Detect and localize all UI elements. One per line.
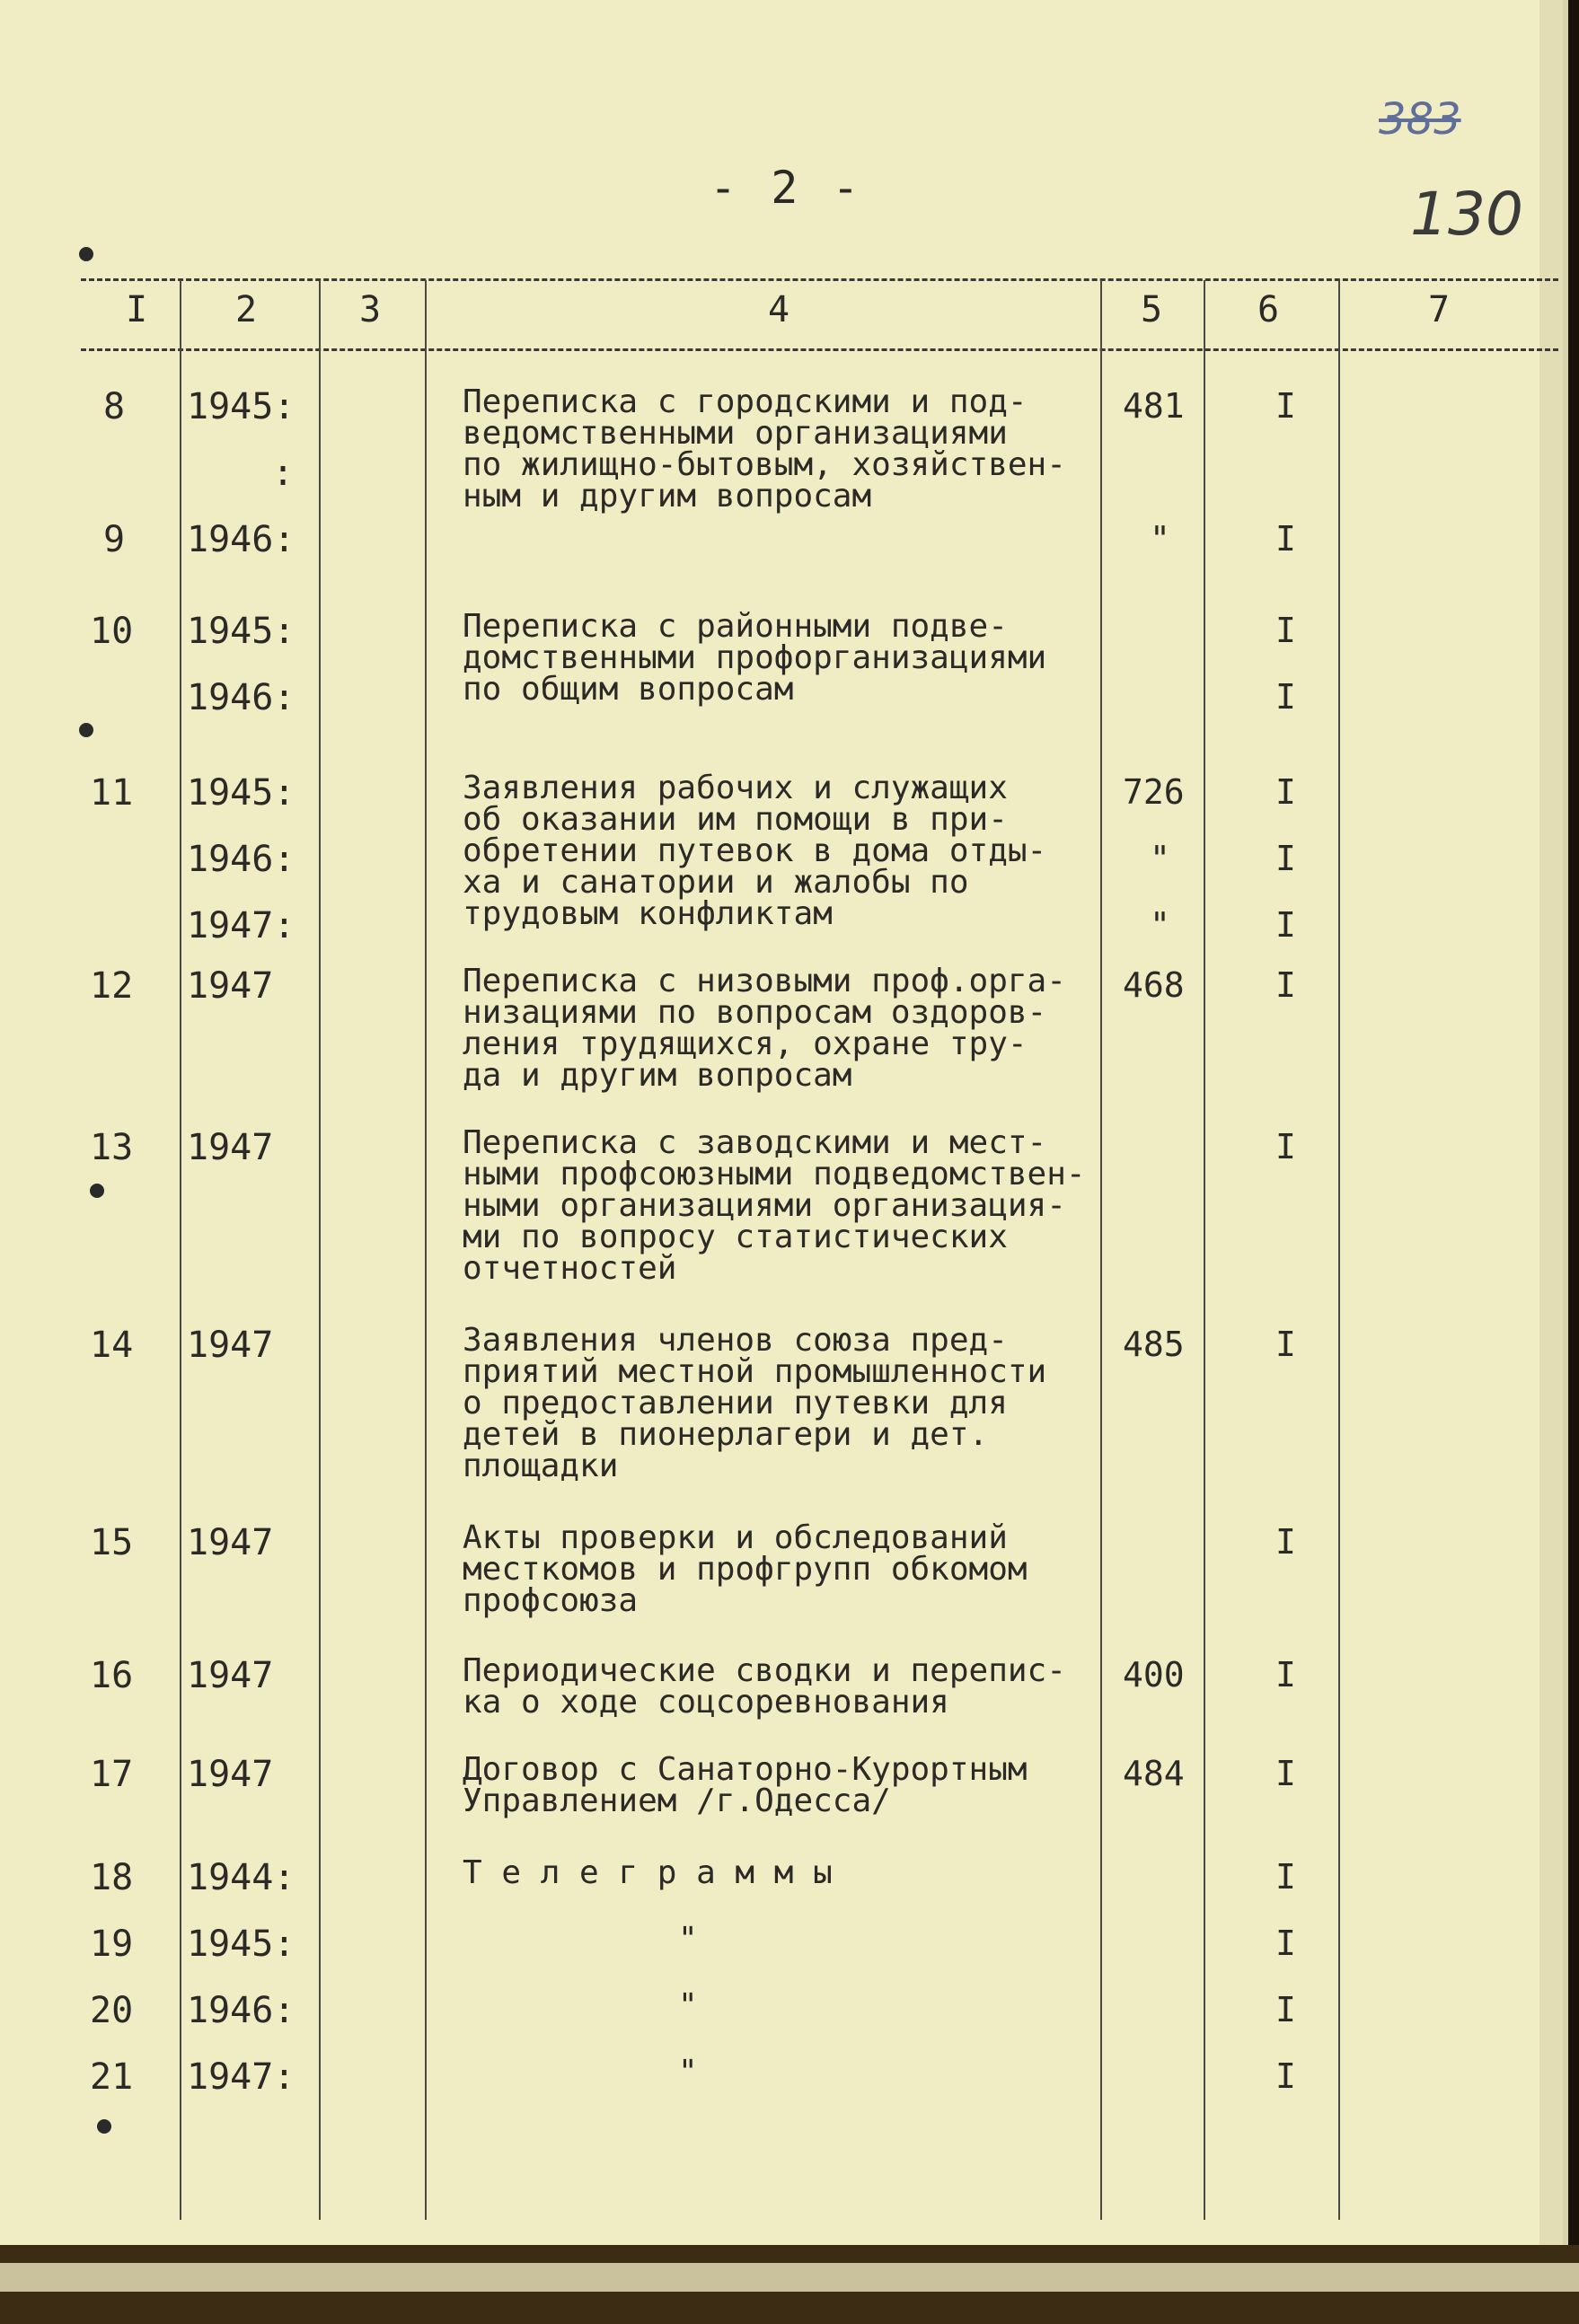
row-years bbox=[187, 386, 295, 585]
row-sheets bbox=[1123, 1325, 1185, 1391]
row-storage bbox=[1275, 1127, 1296, 1193]
storage-cell: I bbox=[1275, 2056, 1296, 2096]
row-description: Договор с Санаторно-Курортным Управлением /г.Одесса/ bbox=[463, 1751, 1028, 1819]
sheets-cell: 484 bbox=[1123, 1754, 1185, 1793]
year-cell: 1946: bbox=[187, 519, 296, 560]
storage-cell: I bbox=[1275, 1754, 1296, 1793]
sheets-cell: 400 bbox=[1123, 1655, 1185, 1695]
column-divider bbox=[319, 280, 321, 2220]
year-cell: 1947 bbox=[187, 1325, 274, 1366]
row-description: Переписка с заводскими и мест- ными профсоюзными подведомствен- ными организациями организация- ми по вопросу статистических отчетностей bbox=[463, 1124, 1086, 1287]
column-header-2: 2 bbox=[235, 289, 258, 330]
row-number: 16 bbox=[90, 1655, 134, 1696]
row-number: 14 bbox=[90, 1325, 134, 1366]
row-number: 15 bbox=[90, 1522, 134, 1563]
sheets-cell: " bbox=[1150, 519, 1170, 559]
storage-cell: I bbox=[1275, 839, 1296, 878]
table-top-rule bbox=[81, 278, 1558, 281]
column-header-6: 6 bbox=[1257, 289, 1280, 330]
punch-hole bbox=[79, 723, 93, 737]
row-number: 12 bbox=[90, 965, 134, 1007]
column-header-7: 7 bbox=[1428, 289, 1451, 330]
year-cell: 1946: bbox=[187, 839, 296, 880]
punch-hole bbox=[90, 1184, 104, 1198]
year-cell: 1945: bbox=[187, 772, 296, 814]
row-years bbox=[187, 1127, 273, 1193]
storage-cell: I bbox=[1275, 1857, 1296, 1897]
row-sheets bbox=[1123, 1655, 1185, 1721]
row-number: 13 bbox=[90, 1127, 134, 1168]
row-storage bbox=[1275, 386, 1296, 585]
year-cell: : bbox=[272, 453, 295, 494]
row-storage bbox=[1275, 1522, 1296, 1589]
row-description: Акты проверки и обследований месткомов и профгрупп обкомом профсоюза bbox=[463, 1519, 1028, 1619]
row-storage bbox=[1275, 2056, 1296, 2123]
row-storage bbox=[1275, 611, 1296, 744]
row-number: 10 bbox=[90, 611, 134, 652]
storage-cell: I bbox=[1275, 611, 1296, 650]
archive-number-new: 130 bbox=[1410, 180, 1523, 249]
year-cell: 1947 bbox=[187, 1127, 274, 1168]
sheets-cell bbox=[1123, 453, 1185, 519]
sheets-cell: 485 bbox=[1123, 1325, 1185, 1364]
year-cell: 1947: bbox=[187, 905, 296, 946]
sheets-cell: 468 bbox=[1123, 965, 1185, 1005]
storage-cell: I bbox=[1275, 1325, 1296, 1364]
row-description: Переписка с низовыми проф.орга- низациями по вопросам оздоров- ления трудящихся, охране тру- да и другим вопросам bbox=[463, 963, 1066, 1094]
row-number: 8 bbox=[103, 386, 126, 427]
row-description: " bbox=[678, 1987, 698, 2024]
row-storage bbox=[1275, 1754, 1296, 1820]
year-cell: 1944: bbox=[187, 1857, 296, 1898]
table-header-rule bbox=[81, 348, 1558, 351]
page-number: - 2 - bbox=[710, 162, 863, 214]
storage-cell: I bbox=[1275, 677, 1296, 717]
row-storage bbox=[1275, 1923, 1296, 1990]
row-years bbox=[187, 1923, 295, 1990]
back-sheet-edge bbox=[1539, 0, 1563, 2245]
row-description: Периодические сводки и перепис- ка о ходе соцсоревнования bbox=[463, 1652, 1066, 1721]
storage-cell: I bbox=[1275, 1522, 1296, 1562]
column-header-4: 4 bbox=[768, 289, 790, 330]
row-years bbox=[187, 1754, 273, 1820]
row-description: " bbox=[678, 2054, 698, 2091]
row-storage bbox=[1275, 1857, 1296, 1923]
year-cell: 1945: bbox=[187, 1923, 296, 1965]
column-header-3: 3 bbox=[359, 289, 382, 330]
column-header-5: 5 bbox=[1141, 289, 1163, 330]
sheets-cell: " bbox=[1150, 905, 1170, 945]
column-divider bbox=[1338, 280, 1340, 2220]
row-years bbox=[187, 1857, 295, 1923]
year-cell: 1947 bbox=[187, 1522, 274, 1563]
column-header-1: I bbox=[126, 289, 148, 330]
storage-cell: I bbox=[1275, 1923, 1296, 1963]
punch-hole bbox=[97, 2119, 111, 2134]
sheets-cell: 726 bbox=[1123, 772, 1185, 812]
row-years bbox=[187, 772, 295, 946]
row-description: Т е л е г р а м м ы bbox=[463, 1854, 833, 1891]
row-years bbox=[187, 2056, 295, 2123]
year-cell: 1947 bbox=[187, 1655, 274, 1696]
storage-cell: I bbox=[1275, 905, 1296, 945]
row-storage bbox=[1275, 772, 1296, 972]
storage-cell: I bbox=[1275, 1655, 1296, 1695]
row-description: Переписка с районными подве- домственными профорганизациями по общим вопросам bbox=[463, 608, 1047, 708]
row-storage bbox=[1275, 965, 1296, 1032]
row-number: 11 bbox=[90, 772, 134, 814]
row-description: Переписка с городскими и под- ведомственными организациями по жилищно-бытовым, хозяйствен- ным и другим вопросам bbox=[463, 383, 1066, 515]
sheets-cell: " bbox=[1150, 839, 1170, 878]
row-years bbox=[187, 611, 295, 744]
storage-cell: I bbox=[1275, 386, 1296, 426]
row-years bbox=[187, 1325, 273, 1391]
storage-cell: I bbox=[1275, 965, 1296, 1005]
row-years bbox=[187, 1655, 273, 1721]
row-sheets bbox=[1123, 772, 1185, 972]
row-years bbox=[187, 1990, 295, 2056]
row-storage bbox=[1275, 1325, 1296, 1391]
row-sheets bbox=[1123, 1754, 1185, 1820]
storage-cell: I bbox=[1275, 1127, 1296, 1166]
row-description: " bbox=[678, 1921, 698, 1958]
storage-cell: I bbox=[1275, 772, 1296, 812]
row-number: 19 bbox=[90, 1923, 134, 1965]
scan-bottom-edge bbox=[0, 2245, 1579, 2324]
row-description: Заявления рабочих и служащих об оказании им помощи в при- обретении путевок в дома отды- ха и санатории и жалобы по трудовым конфликтам bbox=[463, 770, 1047, 932]
year-cell: 1946: bbox=[187, 677, 296, 718]
row-storage bbox=[1275, 1655, 1296, 1721]
row-years bbox=[187, 965, 273, 1032]
year-cell: 1945: bbox=[187, 386, 296, 427]
row-number: 17 bbox=[90, 1754, 134, 1795]
row-number: 18 bbox=[90, 1857, 134, 1898]
sheets-cell: 481 bbox=[1123, 386, 1185, 426]
year-cell: 1947: bbox=[187, 2056, 296, 2098]
storage-cell bbox=[1275, 453, 1296, 519]
year-cell: 1947 bbox=[187, 1754, 274, 1795]
row-description: Заявления членов союза пред- приятий местной промышленности о предоставлении путевки для детей в пионерлагери и дет. площадки bbox=[463, 1322, 1047, 1484]
column-divider bbox=[180, 280, 181, 2220]
row-number: 21 bbox=[90, 2056, 134, 2098]
punch-hole bbox=[79, 247, 93, 261]
archive-number-old: 383 bbox=[1379, 94, 1461, 145]
row-number: 20 bbox=[90, 1990, 134, 2031]
year-cell: 1945: bbox=[187, 611, 296, 652]
year-cell: 1946: bbox=[187, 1990, 296, 2031]
column-divider bbox=[425, 280, 427, 2220]
row-number-secondary: 9 bbox=[103, 519, 126, 560]
storage-cell: I bbox=[1275, 1990, 1296, 2029]
row-sheets bbox=[1123, 965, 1185, 1032]
year-cell: 1947 bbox=[187, 965, 274, 1007]
storage-cell: I bbox=[1275, 519, 1296, 559]
row-storage bbox=[1275, 1990, 1296, 2056]
row-sheets bbox=[1123, 386, 1185, 585]
row-years bbox=[187, 1522, 273, 1589]
